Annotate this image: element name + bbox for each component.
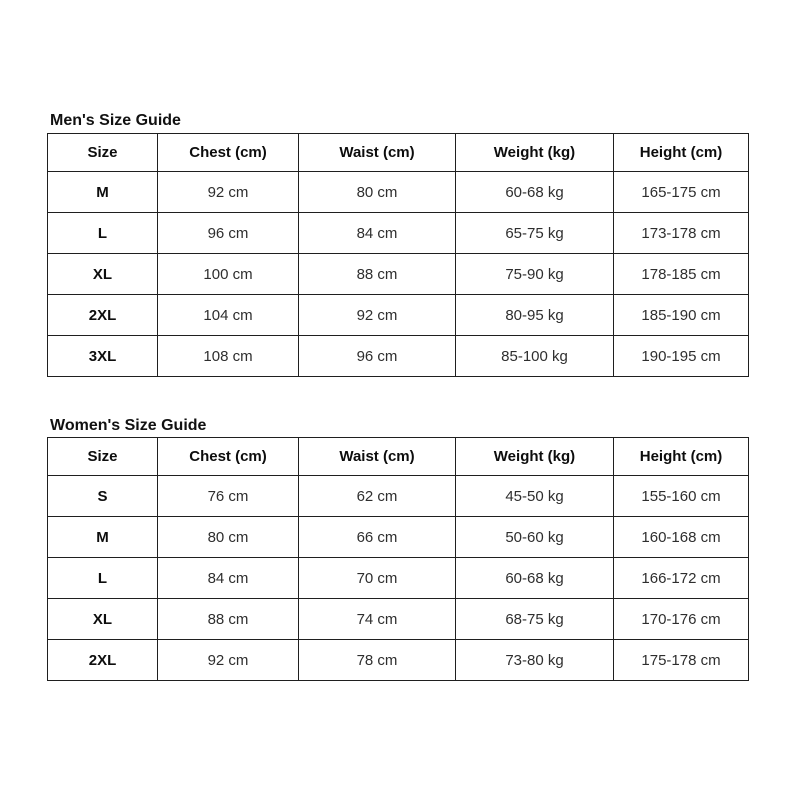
weight-value: 75-90 kg — [456, 254, 614, 295]
chest-value: 96 cm — [158, 213, 299, 254]
size-value: 3XL — [48, 336, 158, 377]
height-value: 178-185 cm — [614, 254, 749, 295]
size-value: M — [48, 172, 158, 213]
size-value: M — [48, 517, 158, 558]
height-value: 166-172 cm — [614, 558, 749, 599]
chest-value: 88 cm — [158, 599, 299, 640]
header-size: Size — [48, 134, 158, 172]
weight-value: 68-75 kg — [456, 599, 614, 640]
waist-value: 84 cm — [299, 213, 456, 254]
header-height: Height (cm) — [614, 134, 749, 172]
chest-value: 108 cm — [158, 336, 299, 377]
header-waist: Waist (cm) — [299, 134, 456, 172]
waist-value: 88 cm — [299, 254, 456, 295]
header-weight: Weight (kg) — [456, 438, 614, 476]
header-waist: Waist (cm) — [299, 438, 456, 476]
mens-size-guide-title: Men's Size Guide — [50, 112, 181, 129]
table-row — [48, 599, 749, 640]
header-size: Size — [48, 438, 158, 476]
weight-value: 73-80 kg — [456, 640, 614, 681]
height-value: 190-195 cm — [614, 336, 749, 377]
table-row — [48, 640, 749, 681]
size-value: S — [48, 476, 158, 517]
weight-value: 85-100 kg — [456, 336, 614, 377]
chest-value: 80 cm — [158, 517, 299, 558]
header-height: Height (cm) — [614, 438, 749, 476]
height-value: 155-160 cm — [614, 476, 749, 517]
table-row — [48, 517, 749, 558]
waist-value: 78 cm — [299, 640, 456, 681]
height-value: 173-178 cm — [614, 213, 749, 254]
weight-value: 45-50 kg — [456, 476, 614, 517]
waist-value: 70 cm — [299, 558, 456, 599]
chest-value: 104 cm — [158, 295, 299, 336]
weight-value: 50-60 kg — [456, 517, 614, 558]
header-weight: Weight (kg) — [456, 134, 614, 172]
table-header-row — [48, 134, 749, 172]
size-value: 2XL — [48, 640, 158, 681]
chest-value: 84 cm — [158, 558, 299, 599]
height-value: 175-178 cm — [614, 640, 749, 681]
table-header-row — [48, 438, 749, 476]
weight-value: 60-68 kg — [456, 172, 614, 213]
size-value: L — [48, 213, 158, 254]
weight-value: 60-68 kg — [456, 558, 614, 599]
waist-value: 66 cm — [299, 517, 456, 558]
weight-value: 65-75 kg — [456, 213, 614, 254]
size-value: 2XL — [48, 295, 158, 336]
waist-value: 62 cm — [299, 476, 456, 517]
waist-value: 80 cm — [299, 172, 456, 213]
size-value: XL — [48, 254, 158, 295]
height-value: 170-176 cm — [614, 599, 749, 640]
chest-value: 92 cm — [158, 172, 299, 213]
table-row — [48, 172, 749, 213]
table-row — [48, 213, 749, 254]
size-value: XL — [48, 599, 158, 640]
size-value: L — [48, 558, 158, 599]
chest-value: 100 cm — [158, 254, 299, 295]
waist-value: 92 cm — [299, 295, 456, 336]
chest-value: 76 cm — [158, 476, 299, 517]
chest-value: 92 cm — [158, 640, 299, 681]
weight-value: 80-95 kg — [456, 295, 614, 336]
mens-size-table — [47, 133, 749, 377]
table-row — [48, 558, 749, 599]
waist-value: 74 cm — [299, 599, 456, 640]
waist-value: 96 cm — [299, 336, 456, 377]
height-value: 185-190 cm — [614, 295, 749, 336]
height-value: 160-168 cm — [614, 517, 749, 558]
table-row — [48, 476, 749, 517]
table-row — [48, 336, 749, 377]
height-value: 165-175 cm — [614, 172, 749, 213]
table-row — [48, 254, 749, 295]
womens-size-guide-title: Women's Size Guide — [50, 417, 207, 434]
header-chest: Chest (cm) — [158, 438, 299, 476]
table-row — [48, 295, 749, 336]
womens-size-table — [47, 437, 749, 681]
header-chest: Chest (cm) — [158, 134, 299, 172]
